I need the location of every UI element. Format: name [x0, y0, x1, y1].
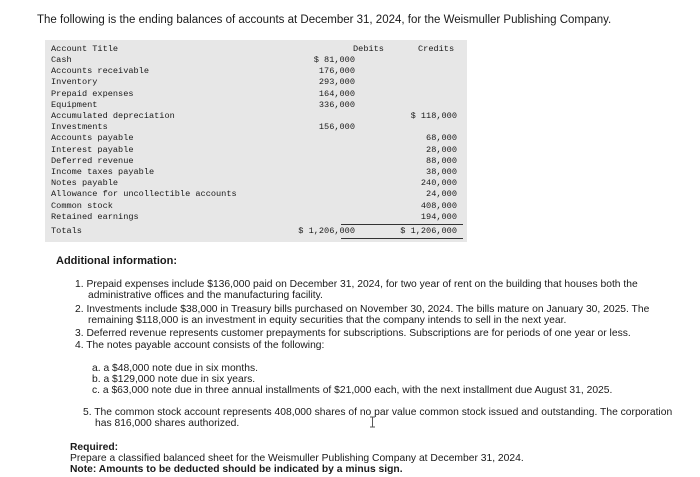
table-row: [45, 189, 467, 200]
debit-amount: 156,000: [318, 122, 355, 133]
debit-amount: 164,000: [318, 88, 355, 99]
account-name: Deferred revenue: [51, 155, 134, 166]
item-2-line-1: 2. Investments include $38,000 in Treasury bills purchased on November 30, 2024. The bills mature on January 30, 2025. The: [75, 304, 650, 315]
required-heading: Required:: [70, 442, 119, 453]
item-4a: a. a $48,000 note due in six months.: [92, 363, 259, 374]
table-row: [45, 100, 467, 111]
credit-amount: 28,000: [426, 144, 457, 155]
item-1-line-1: 1. Prepaid expenses include $136,000 paid on December 31, 2024, for two year of rent on the building that houses both the: [75, 279, 638, 290]
credit-amount: $ 118,000: [410, 111, 457, 121]
credit-amount: 88,000: [426, 155, 457, 166]
table-row: [45, 212, 467, 223]
item-4b: b. a $129,000 note due in six years.: [92, 374, 256, 385]
header-debits: Debits: [353, 44, 384, 54]
required-text: Prepare a classified balanced sheet for the Weismuller Publishing Company at December 31, 2024.: [70, 453, 524, 464]
account-name: Investments: [51, 122, 108, 133]
account-name: Income taxes payable: [51, 167, 155, 177]
table-row: [45, 77, 467, 88]
table-row: [45, 66, 467, 77]
intro-text: The following is the ending balances of accounts at December 31, 2024, for the Weismuller Publishing Company.: [37, 14, 612, 26]
account-name: Retained earnings: [51, 211, 139, 222]
header-account-title: Account Title: [51, 44, 119, 54]
required-note: Note: Amounts to be deducted should be indicated by a minus sign.: [70, 464, 403, 475]
totals-debit: $ 1,206,000: [298, 226, 355, 236]
text-cursor-icon: [369, 416, 376, 428]
account-name: Cash: [51, 55, 72, 65]
item-1-line-2: administrative offices and the manufacturing facility.: [88, 290, 323, 301]
item-4c: c. a $63,000 note due in three annual installments of $21,000 each, with the next installment due August 31, 2025.: [92, 385, 613, 396]
table-row: [45, 156, 467, 167]
item-3: 3. Deferred revenue represents customer prepayments for subscriptions. Subscriptions are for periods of one year or less.: [75, 328, 631, 339]
table-row: [45, 122, 467, 133]
debit-amount: 336,000: [318, 99, 355, 110]
table-row: [45, 89, 467, 100]
item-4: 4. The notes payable account consists of the following:: [75, 340, 325, 351]
totals-credit: $ 1,206,000: [400, 226, 457, 236]
account-name: Interest payable: [51, 144, 134, 155]
totals-rule: [341, 224, 463, 225]
table-row: [45, 111, 467, 122]
item-5-line-1: 5. The common stock account represents 408,000 shares of no par value common stock issued and outstanding. The corporation: [83, 407, 673, 418]
account-name: Equipment: [51, 99, 98, 110]
item-5-line-2: has 816,000 shares authorized.: [95, 418, 240, 429]
table-row: [45, 145, 467, 156]
item-2-line-2: remaining $118,000 is an investment in equity securities that the company intends to sell in the next year.: [88, 315, 567, 326]
credit-amount: 68,000: [426, 133, 457, 144]
table-row: [45, 201, 467, 212]
trial-balance-table: [45, 40, 467, 242]
table-row: [45, 167, 467, 178]
credit-amount: 240,000: [420, 178, 457, 189]
table-header-row: [45, 44, 467, 55]
debit-amount: 176,000: [318, 66, 355, 77]
table-row: [45, 133, 467, 144]
additional-info-title: Additional information:: [56, 255, 177, 267]
credit-amount: 194,000: [420, 211, 457, 222]
account-name: Notes payable: [51, 178, 119, 189]
credit-amount: 24,000: [426, 189, 457, 200]
account-name: Inventory: [51, 77, 98, 88]
totals-label: Totals: [51, 226, 82, 236]
account-name: Prepaid expenses: [51, 88, 134, 99]
account-name: Common stock: [51, 200, 113, 211]
header-credits: Credits: [418, 44, 455, 54]
table-row: [45, 178, 467, 189]
account-name: Accounts receivable: [51, 66, 149, 77]
account-name: Accumulated depreciation: [51, 111, 175, 121]
table-row: [45, 55, 467, 66]
debit-amount: 293,000: [318, 77, 355, 88]
totals-row: [45, 226, 467, 237]
account-name: Accounts payable: [51, 133, 134, 144]
account-name: Allowance for uncollectible accounts: [51, 189, 237, 200]
credit-amount: 408,000: [420, 200, 457, 211]
totals-double-rule: [341, 238, 463, 239]
credit-amount: 38,000: [426, 167, 457, 177]
debit-amount: $ 81,000: [313, 55, 355, 65]
